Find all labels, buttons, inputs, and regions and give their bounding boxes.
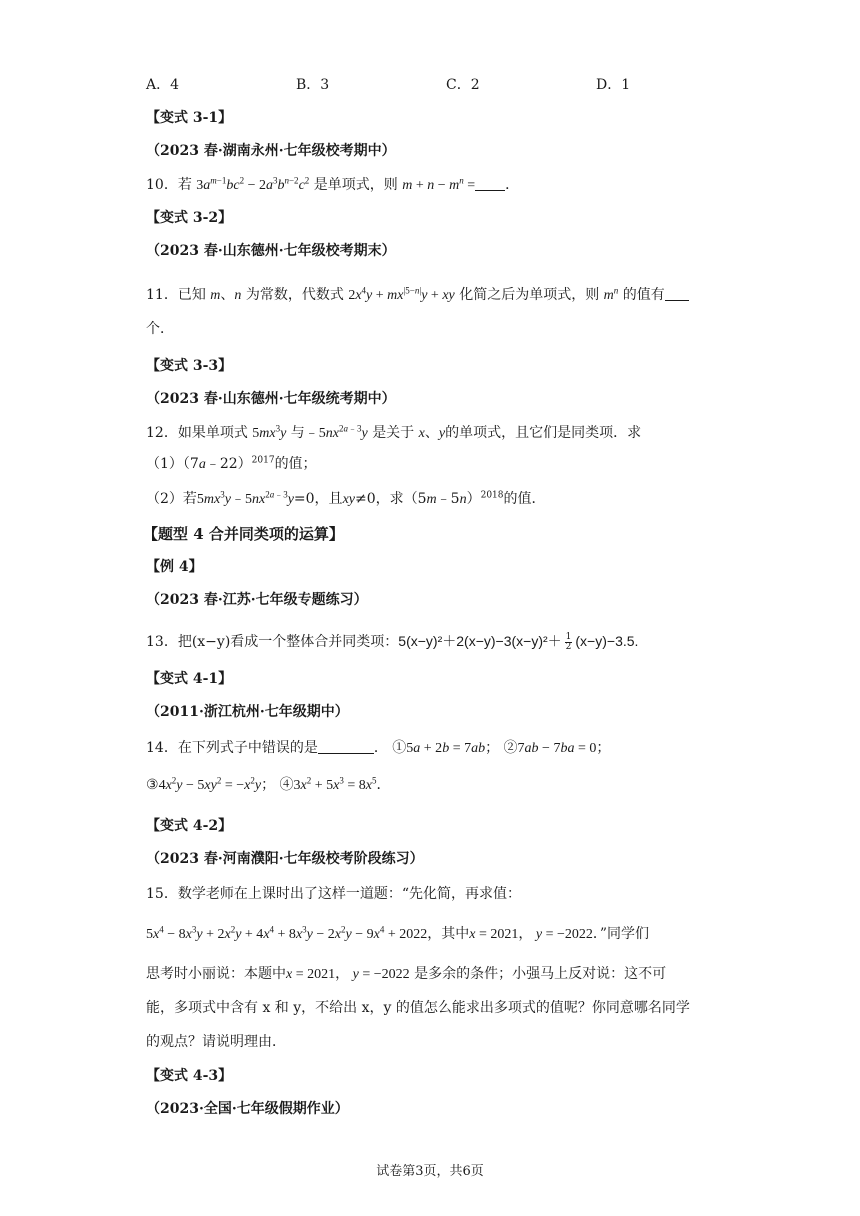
question-13 [146, 631, 638, 652]
choice-marker: ③ [146, 777, 159, 793]
math-expression: $2x^4y + mx^{|5-n|}y$ + xy [348, 285, 455, 303]
question-text: ，其中 [427, 926, 470, 942]
question-text: ﹣22） [205, 456, 252, 472]
question-text: 的值； [274, 456, 317, 472]
question-14-cont [146, 775, 391, 796]
math-expression: y [438, 426, 446, 441]
question-11: 11．已知 m、n 为常数，代数式 $2x^4y + mx^{|5-n|}y$ + xy 化简之后为单项式，则 $m^n$ 的值有 [146, 285, 689, 306]
math-expression: $5nx^{2a﹣3}y$ [318, 423, 368, 441]
math-expression: 5(x−y)²＋2(x−y)−3(x−y)²＋ [398, 633, 562, 649]
question-source: （2023·全国·七年级假期作业） [146, 1101, 349, 1117]
punctuation: ； [485, 740, 500, 756]
question-text: =0，且 [293, 491, 343, 507]
question-text: 与﹣ [290, 425, 319, 441]
fraction-denominator: 2 [565, 641, 572, 652]
exponent: 2017 [251, 455, 275, 466]
question-15-line4: 能，多项式中含有 x 和 y，不给出 x，y 的值怎么能求出多项式的值呢？你同意哪名同学 [146, 1000, 690, 1016]
math-expression: $3x^2 + 5x^3 = 8x^5$ [293, 775, 377, 793]
math-expression: $5nx^{2a﹣3}y$ [244, 489, 294, 507]
question-text: 如果单项式 [177, 425, 248, 441]
option-b[interactable] [296, 74, 329, 94]
question-number: 14． [146, 740, 178, 756]
punctuation: ； [596, 740, 611, 756]
math-expression: $5mx^3y$ [252, 423, 287, 441]
variant-tag: 【变式 3-1】 [146, 110, 233, 126]
question-source: （2023 春·湖南永州·七年级校考期中） [146, 143, 396, 159]
question-source: （2023 春·河南濮阳·七年级校考阶段练习） [146, 851, 424, 867]
question-text: 为常数，代数式 [245, 287, 344, 303]
question-text: 数学老师在上课时出了这样一道题：“先化简，再求值： [177, 886, 521, 902]
question-text: ≠0，求（5 [355, 491, 427, 507]
punctuation: ． [376, 777, 391, 793]
math-expression: $3a^{m-1}bc^2 - 2a^3b^{n-2}c^2$ [196, 175, 310, 193]
math-expression: n [459, 492, 467, 507]
fraction [565, 633, 573, 652]
question-text: 是多余的条件；小强马上反对说：这不可 [414, 966, 667, 982]
variant-tag: 【变式 4-1】 [146, 671, 233, 687]
math-expression: m [426, 492, 437, 507]
fraction-numerator: 1 [565, 631, 572, 642]
math-expression: $m + n - m^n$ = [402, 175, 476, 193]
question-text: 的值． [503, 491, 546, 507]
choice-marker: ② [503, 740, 518, 756]
math-expression: a [198, 457, 206, 472]
question-text: 的单项式，且它们是同类项．求 [445, 425, 642, 441]
question-text: ） [466, 491, 481, 507]
option-letter: B． [296, 77, 321, 93]
question-text: ．”同学们 [592, 926, 650, 942]
question-text: 是关于 [372, 425, 415, 441]
answer-blank[interactable] [475, 176, 505, 191]
math-expression: 7ab − 7ba = 0 [517, 741, 597, 756]
question-number: 15． [146, 886, 178, 902]
question-text: 若 [177, 177, 192, 193]
question-number: 13． [146, 634, 178, 650]
question-text: 在下列式子中错误的是 [177, 740, 318, 756]
question-text: 已知 [177, 287, 206, 303]
question-text: 是单项式，则 [313, 177, 398, 193]
question-number: 12． [146, 425, 178, 441]
option-letter: D． [596, 77, 622, 93]
math-expression: 5a + 2b = 7ab [406, 741, 486, 756]
section-heading: 【题型 4 合并同类项的运算】 [143, 525, 344, 543]
question-15-line5: 的观点？请说明理由． [146, 1034, 286, 1050]
math-expression: m [210, 288, 221, 303]
question-text: 思考时小丽说：本题中 [146, 966, 286, 982]
option-value: 1 [621, 77, 631, 93]
punctuation: ． [505, 177, 520, 193]
question-source: （2023 春·山东德州·七年级校考期末） [146, 243, 396, 259]
answer-blank[interactable] [318, 739, 374, 754]
option-d[interactable] [596, 74, 630, 94]
question-14: 14．在下列式子中错误的是 ． ①5a + 2b = 7ab； ②7ab − 7ba = 0； [146, 740, 611, 756]
question-text: （1）（7 [146, 456, 199, 472]
question-text: 化简之后为单项式，则 [459, 287, 600, 303]
page-footer: 试卷第3页，共6页 [376, 1164, 484, 1179]
math-expression: $4x^2y - 5xy^2 = -x^2y$ [158, 775, 262, 793]
question-number: 11． [146, 287, 178, 303]
variant-tag: 【变式 4-3】 [146, 1068, 233, 1084]
question-source: （2011·浙江杭州·七年级期中） [146, 704, 349, 720]
option-letter: A． [146, 77, 171, 93]
question-text: 把(x−y)看成一个整体合并同类项： [177, 634, 399, 650]
question-15-line3 [146, 964, 666, 985]
question-source: （2023 春·江苏·七年级专题练习） [146, 592, 368, 608]
option-letter: C． [446, 77, 471, 93]
punctuation: ； [261, 777, 276, 793]
variant-tag: 【变式 4-2】 [146, 818, 233, 834]
math-expression: $5mx^3y$ [196, 489, 231, 507]
question-12: 12．如果单项式 $5mx^3y$ 与$﹣5nx^{2a﹣3}y$ 是关于 x、y的单项式，且它们是同类项．求 [146, 423, 642, 441]
question-12-part2 [146, 489, 546, 510]
question-text: ﹣ [230, 491, 245, 507]
choice-marker: ④ [279, 777, 294, 793]
question-15 [146, 884, 521, 904]
math-expression: x [418, 426, 425, 441]
math-expression: xy [342, 492, 355, 507]
question-text: 的值有 [622, 287, 665, 303]
question-12-part1 [146, 454, 317, 475]
choice-marker: ① [392, 740, 407, 756]
option-c[interactable] [446, 74, 480, 94]
option-a[interactable] [146, 74, 179, 94]
variant-tag: 【变式 3-3】 [146, 358, 233, 374]
math-expression: n [234, 288, 242, 303]
math-expression: x = 2021， y = −2022 [469, 927, 593, 942]
option-value: 2 [470, 77, 480, 93]
variant-tag: 【变式 3-2】 [146, 210, 233, 226]
question-10 [146, 175, 519, 196]
question-text-cont: 个． [146, 321, 174, 337]
math-expression: x = 2021， y = −2022 [286, 967, 410, 982]
math-expression: $m^n$ [603, 285, 619, 303]
math-expression: $5x^4 - 8x^3y + 2x^2y + 4x^4 + 8x^3y - 2x^2y - 9x^4 + 2022$ [146, 924, 428, 942]
math-expression: (x−y)−3.5. [575, 633, 639, 649]
exponent: 2018 [480, 490, 504, 501]
option-value: 4 [170, 77, 180, 93]
question-text: ﹣5 [436, 491, 460, 507]
example-tag: 【例 4】 [146, 559, 203, 575]
question-15-expression [146, 924, 649, 945]
question-text: （2）若 [146, 491, 197, 507]
option-value: 3 [320, 77, 330, 93]
question-number: 10． [146, 177, 178, 193]
answer-blank[interactable] [665, 286, 689, 301]
question-source: （2023 春·山东德州·七年级统考期中） [146, 391, 396, 407]
